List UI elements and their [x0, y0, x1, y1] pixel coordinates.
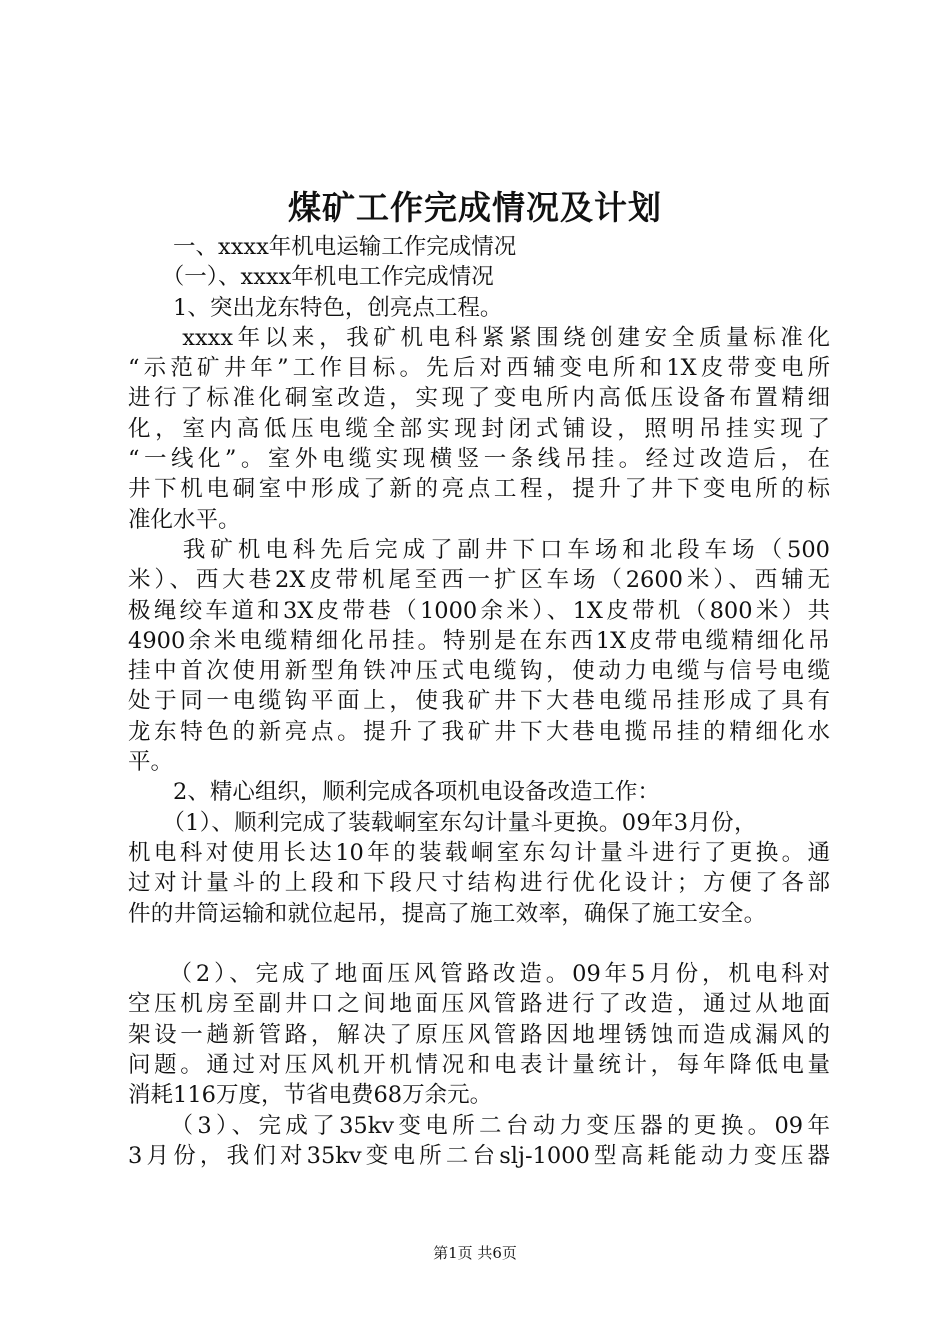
- paragraph-line: 件的井筒运输和就位起吊，提高了施工效率，确保了施工安全。: [128, 900, 767, 927]
- document-title: 煤矿工作完成情况及计划: [288, 188, 662, 227]
- paragraph-line: 化，室内高低压电缆全部实现封闭式铺设，照明吊挂实现了: [128, 415, 830, 442]
- paragraph-line: xxxx年以来，我矿机电科紧紧围绕创建安全质量标准化: [128, 324, 830, 351]
- paragraph-line: 准化水平。: [128, 506, 241, 533]
- paragraph-line: “一线化”。室外电缆实现横竖一条线吊挂。经过改造后，在: [128, 446, 830, 473]
- blank-line: [128, 929, 830, 959]
- paragraph-line: 平。: [128, 749, 174, 776]
- paragraph-line: 龙东特色的新亮点。提升了我矿井下大巷电揽吊挂的精细化水: [128, 718, 830, 745]
- paragraph-line: 问题。通过对压风机开机情况和电表计量统计，每年降低电量: [128, 1052, 830, 1079]
- paragraph-line: “示范矿井年”工作目标。先后对西辅变电所和1X皮带变电所: [128, 355, 830, 382]
- item-heading: 1、突出龙东特色，创亮点工程。: [128, 294, 503, 321]
- paragraph-line: 架设一趟新管路，解决了原压风管路因地埋锈蚀而造成漏风的: [128, 1021, 830, 1048]
- paragraph-line: 极绳绞车道和3X皮带巷（1000余米）、1X皮带机（800米）共: [128, 597, 830, 624]
- paragraph-line: 3月份，我们对35kv变电所二台slj-1000型高耗能动力变压器: [128, 1142, 830, 1169]
- paragraph-line: 进行了标准化硐室改造，实现了变电所内高低压设备布置精细: [128, 385, 830, 412]
- page-number-footer: 第1页 共6页: [433, 1244, 517, 1262]
- paragraph-line: 过对计量斗的上段和下段尺寸结构进行优化设计；方便了各部: [128, 870, 830, 897]
- item-heading: 2、精心组织，顺利完成各项机电设备改造工作：: [128, 779, 660, 806]
- paragraph-line: 空压机房至副井口之间地面压风管路进行了改造，通过从地面: [128, 991, 830, 1018]
- subsection-heading: （一）、xxxx年机电工作完成情况: [128, 264, 494, 291]
- paragraph-line: 井下机电硐室中形成了新的亮点工程，提升了井下变电所的标: [128, 476, 830, 503]
- paragraph-line: 挂中首次使用新型角铁冲压式电缆钩，使动力电缆与信号电缆: [128, 658, 830, 685]
- paragraph-line: 米）、西大巷2X皮带机尾至西一扩区车场（2600米）、西辅无: [128, 567, 830, 594]
- paragraph-line: （2）、完成了地面压风管路改造。09年5月份，机电科对: [128, 961, 830, 988]
- document-body: [128, 232, 830, 1171]
- paragraph-line: （3）、完成了35kv变电所二台动力变压器的更换。09年: [128, 1112, 830, 1139]
- paragraph-line: 机电科对使用长达10年的装载峒室东勾计量斗进行了更换。通: [128, 839, 830, 866]
- paragraph-line: （1）、顺利完成了装载峒室东勾计量斗更换。09年3月份，: [128, 809, 757, 836]
- paragraph-line: 4900余米电缆精细化吊挂。特别是在东西1X皮带电缆精细化吊: [128, 627, 830, 654]
- paragraph-line: 我矿机电科先后完成了副井下口车场和北段车场（500: [128, 536, 830, 563]
- paragraph-line: 消耗116万度，节省电费68万余元。: [128, 1082, 493, 1109]
- section-heading: 一、xxxx年机电运输工作完成情况: [128, 234, 517, 260]
- paragraph-line: 处于同一电缆钩平面上，使我矿井下大巷电缆吊挂形成了具有: [128, 688, 830, 715]
